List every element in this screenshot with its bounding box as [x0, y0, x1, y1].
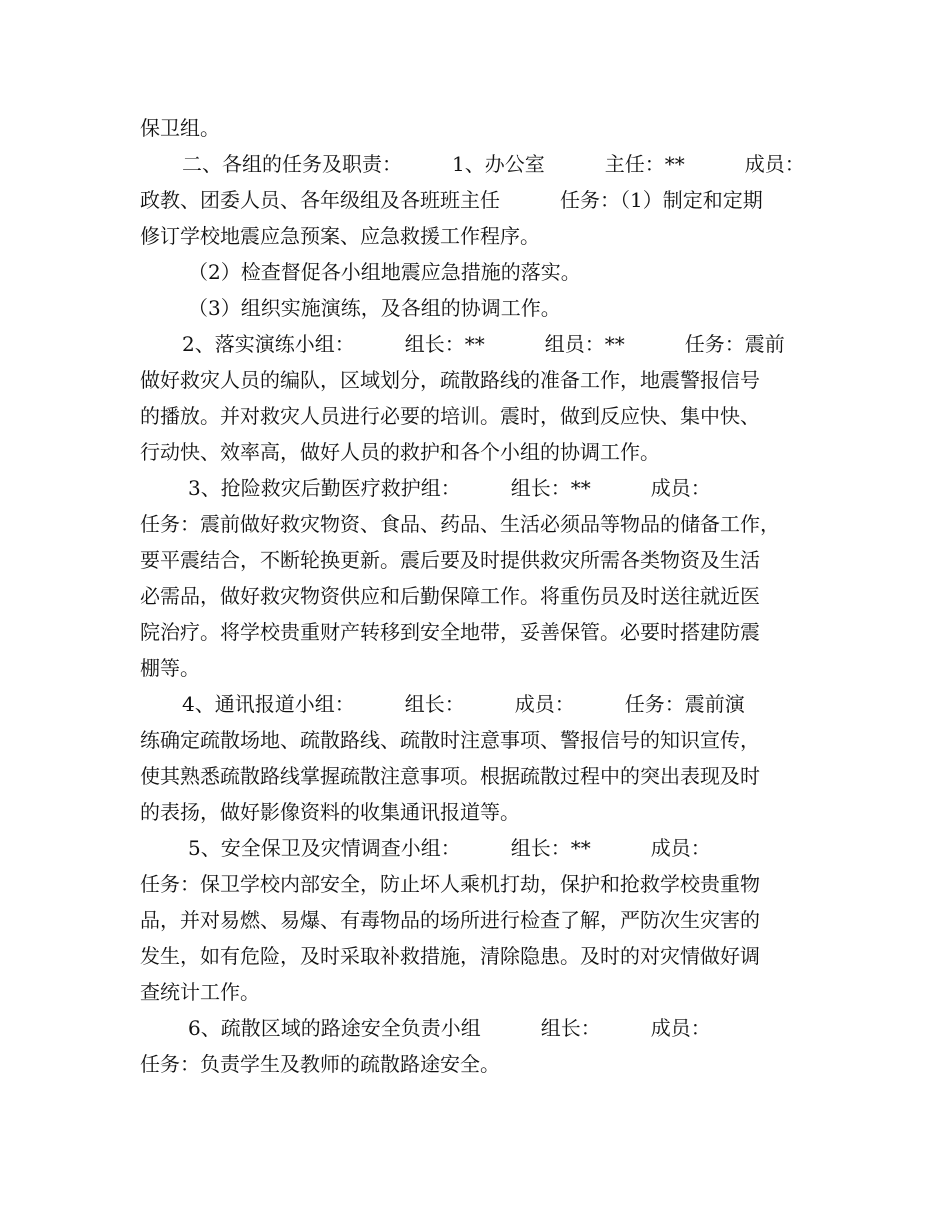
text-line: 品，并对易燃、易爆、有毒物品的场所进行检查了解，严防次生灾害的: [140, 908, 760, 932]
text-line: 修订学校地震应急预案、应急救援工作程序。: [140, 224, 540, 248]
text-line: （3）组织实施演练，及各组的协调工作。: [188, 296, 561, 320]
text-line: 4、通讯报道小组： 组长： 成员： 任务：震前演: [182, 692, 745, 716]
text-line: 院治疗。将学校贵重财产转移到安全地带，妥善保管。必要时搭建防震: [140, 620, 760, 644]
text-line: 的表扬，做好影像资料的收集通讯报道等。: [140, 800, 520, 824]
text-line: 行动快、效率高，做好人员的救护和各个小组的协调工作。: [140, 440, 660, 464]
text-line: 二、各组的任务及职责： 1、办公室 主任：** 成员：: [182, 152, 805, 176]
text-line: 练确定疏散场地、疏散路线、疏散时注意事项、警报信号的知识宣传，: [140, 728, 760, 752]
text-line: 发生，如有危险，及时采取补救措施，清除隐患。及时的对灾情做好调: [140, 944, 760, 968]
text-line: 棚等。: [140, 656, 200, 680]
text-line: 使其熟悉疏散路线掌握疏散注意事项。根据疏散过程中的突出表现及时: [140, 764, 760, 788]
text-line: 6、疏散区域的路途安全负责小组 组长： 成员：: [188, 1016, 711, 1040]
text-line: 5、安全保卫及灾情调查小组： 组长：** 成员：: [188, 836, 711, 860]
text-line: 的播放。并对救灾人员进行必要的培训。震时，做到反应快、集中快、: [140, 404, 760, 428]
text-line: 3、抢险救灾后勤医疗救护组： 组长：** 成员：: [188, 476, 711, 500]
text-line: 保卫组。: [140, 116, 220, 140]
text-line: 要平震结合，不断轮换更新。震后要及时提供救灾所需各类物资及生活: [140, 548, 760, 572]
text-line: 做好救灾人员的编队，区域划分，疏散路线的准备工作，地震警报信号: [140, 368, 760, 392]
text-line: 必需品，做好救灾物资供应和后勤保障工作。将重伤员及时送往就近医: [140, 584, 760, 608]
text-line: 任务：保卫学校内部安全，防止坏人乘机打劫，保护和抢救学校贵重物: [140, 872, 760, 896]
text-line: 2、落实演练小组： 组长：** 组员：** 任务：震前: [182, 332, 785, 356]
text-line: 任务：震前做好救灾物资、食品、药品、生活必须品等物品的储备工作，: [140, 512, 780, 536]
text-line: 任务：负责学生及教师的疏散路途安全。: [140, 1052, 500, 1076]
text-line: 政教、团委人员、各年级组及各班班主任 任务：（1）制定和定期: [140, 188, 763, 212]
text-line: 查统计工作。: [140, 980, 260, 1004]
text-line: （2）检查督促各小组地震应急措施的落实。: [188, 260, 581, 284]
